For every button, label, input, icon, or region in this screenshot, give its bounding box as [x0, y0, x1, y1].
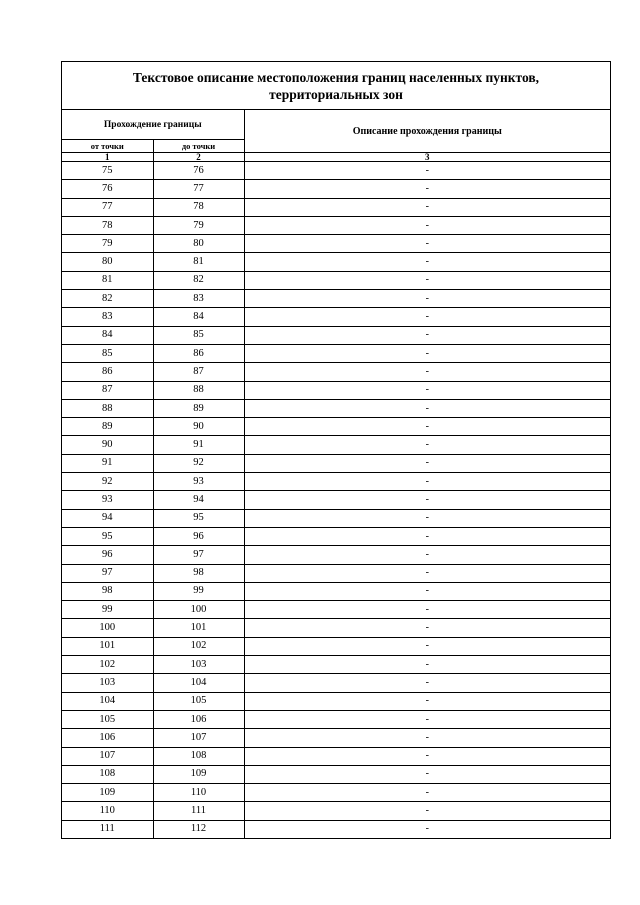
description-cell: - [244, 491, 610, 509]
description-cell: - [244, 454, 610, 472]
to-point-cell: 88 [153, 381, 244, 399]
table-row [62, 216, 610, 234]
from-point-cell: 101 [62, 637, 153, 655]
description-cell: - [244, 399, 610, 417]
description-cell: - [244, 656, 610, 674]
to-point-cell: 99 [153, 582, 244, 600]
from-point-cell: 76 [62, 180, 153, 198]
table-body [62, 162, 610, 839]
table-row [62, 454, 610, 472]
from-point-cell: 91 [62, 454, 153, 472]
column-number-1: 1 [62, 153, 153, 162]
from-point-cell: 104 [62, 692, 153, 710]
from-point-cell: 95 [62, 527, 153, 545]
from-point-cell: 96 [62, 546, 153, 564]
description-cell: - [244, 326, 610, 344]
table-row [62, 802, 610, 820]
from-point-cell: 99 [62, 601, 153, 619]
table-row [62, 710, 610, 728]
to-point-cell: 106 [153, 710, 244, 728]
to-point-cell: 96 [153, 527, 244, 545]
table-row [62, 344, 610, 362]
to-point-cell: 111 [153, 802, 244, 820]
to-point-cell: 109 [153, 765, 244, 783]
description-cell: - [244, 344, 610, 362]
from-point-cell: 100 [62, 619, 153, 637]
table-row [62, 729, 610, 747]
from-point-cell: 77 [62, 198, 153, 216]
description-cell: - [244, 747, 610, 765]
description-cell: - [244, 692, 610, 710]
description-cell: - [244, 198, 610, 216]
table-row [62, 637, 610, 655]
boundary-description-sheet [61, 61, 611, 839]
table-row [62, 527, 610, 545]
from-point-cell: 93 [62, 491, 153, 509]
to-point-cell: 98 [153, 564, 244, 582]
table-row [62, 290, 610, 308]
from-point-cell: 94 [62, 509, 153, 527]
to-point-cell: 107 [153, 729, 244, 747]
to-point-cell: 77 [153, 180, 244, 198]
table-row [62, 162, 610, 180]
table-row [62, 692, 610, 710]
description-cell: - [244, 473, 610, 491]
to-point-cell: 80 [153, 235, 244, 253]
table-row [62, 747, 610, 765]
table-row [62, 582, 610, 600]
to-point-cell: 82 [153, 271, 244, 289]
table-row [62, 308, 610, 326]
column-number-3: 3 [244, 153, 610, 162]
table-row [62, 784, 610, 802]
from-point-header: от точки [62, 140, 153, 153]
table-row [62, 235, 610, 253]
description-cell: - [244, 637, 610, 655]
description-cell: - [244, 290, 610, 308]
to-point-cell: 101 [153, 619, 244, 637]
description-cell: - [244, 308, 610, 326]
description-cell: - [244, 820, 610, 838]
from-point-cell: 110 [62, 802, 153, 820]
from-point-cell: 90 [62, 436, 153, 454]
table-row [62, 381, 610, 399]
table-row [62, 399, 610, 417]
from-point-cell: 87 [62, 381, 153, 399]
table-row [62, 473, 610, 491]
from-point-cell: 86 [62, 363, 153, 381]
table-row [62, 491, 610, 509]
to-point-cell: 89 [153, 399, 244, 417]
to-point-cell: 105 [153, 692, 244, 710]
table-row [62, 601, 610, 619]
from-point-cell: 88 [62, 399, 153, 417]
to-point-cell: 110 [153, 784, 244, 802]
from-point-cell: 108 [62, 765, 153, 783]
from-point-cell: 98 [62, 582, 153, 600]
to-point-cell: 112 [153, 820, 244, 838]
from-point-cell: 109 [62, 784, 153, 802]
to-point-cell: 104 [153, 674, 244, 692]
description-cell: - [244, 784, 610, 802]
to-point-header: до точки [153, 140, 244, 153]
table-row [62, 436, 610, 454]
from-point-cell: 79 [62, 235, 153, 253]
table-row [62, 765, 610, 783]
description-header: Описание прохождения границы [244, 110, 610, 153]
description-cell: - [244, 601, 610, 619]
from-point-cell: 82 [62, 290, 153, 308]
to-point-cell: 84 [153, 308, 244, 326]
description-cell: - [244, 527, 610, 545]
description-cell: - [244, 363, 610, 381]
to-point-cell: 91 [153, 436, 244, 454]
description-cell: - [244, 729, 610, 747]
column-number-2: 2 [153, 153, 244, 162]
to-point-cell: 83 [153, 290, 244, 308]
description-cell: - [244, 710, 610, 728]
from-point-cell: 80 [62, 253, 153, 271]
to-point-cell: 97 [153, 546, 244, 564]
passage-header: Прохождение границы [62, 110, 244, 140]
from-point-cell: 106 [62, 729, 153, 747]
from-point-cell: 102 [62, 656, 153, 674]
description-cell: - [244, 418, 610, 436]
from-point-cell: 83 [62, 308, 153, 326]
from-point-cell: 81 [62, 271, 153, 289]
table-row [62, 546, 610, 564]
description-cell: - [244, 162, 610, 180]
to-point-cell: 102 [153, 637, 244, 655]
to-point-cell: 92 [153, 454, 244, 472]
table-row [62, 180, 610, 198]
from-point-cell: 84 [62, 326, 153, 344]
description-cell: - [244, 381, 610, 399]
description-cell: - [244, 180, 610, 198]
description-cell: - [244, 674, 610, 692]
to-point-cell: 100 [153, 601, 244, 619]
to-point-cell: 85 [153, 326, 244, 344]
description-cell: - [244, 564, 610, 582]
to-point-cell: 87 [153, 363, 244, 381]
from-point-cell: 85 [62, 344, 153, 362]
table-row [62, 564, 610, 582]
to-point-cell: 81 [153, 253, 244, 271]
description-cell: - [244, 271, 610, 289]
to-point-cell: 86 [153, 344, 244, 362]
description-cell: - [244, 765, 610, 783]
table-row [62, 253, 610, 271]
to-point-cell: 94 [153, 491, 244, 509]
from-point-cell: 111 [62, 820, 153, 838]
table-row [62, 656, 610, 674]
table-row [62, 674, 610, 692]
document-title: Текстовое описание местоположения границ населенных пунктов, территориальных зон [62, 62, 610, 110]
description-cell: - [244, 235, 610, 253]
description-cell: - [244, 546, 610, 564]
description-cell: - [244, 253, 610, 271]
to-point-cell: 78 [153, 198, 244, 216]
from-point-cell: 92 [62, 473, 153, 491]
table-row [62, 619, 610, 637]
table-row [62, 820, 610, 838]
from-point-cell: 107 [62, 747, 153, 765]
description-cell: - [244, 216, 610, 234]
description-cell: - [244, 436, 610, 454]
to-point-cell: 90 [153, 418, 244, 436]
to-point-cell: 79 [153, 216, 244, 234]
table-row [62, 418, 610, 436]
to-point-cell: 93 [153, 473, 244, 491]
to-point-cell: 76 [153, 162, 244, 180]
from-point-cell: 105 [62, 710, 153, 728]
to-point-cell: 103 [153, 656, 244, 674]
from-point-cell: 97 [62, 564, 153, 582]
from-point-cell: 78 [62, 216, 153, 234]
table-row [62, 509, 610, 527]
to-point-cell: 108 [153, 747, 244, 765]
boundary-table [62, 110, 610, 839]
table-row [62, 363, 610, 381]
table-row [62, 198, 610, 216]
from-point-cell: 89 [62, 418, 153, 436]
table-row [62, 271, 610, 289]
description-cell: - [244, 582, 610, 600]
description-cell: - [244, 509, 610, 527]
to-point-cell: 95 [153, 509, 244, 527]
from-point-cell: 103 [62, 674, 153, 692]
description-cell: - [244, 802, 610, 820]
from-point-cell: 75 [62, 162, 153, 180]
description-cell: - [244, 619, 610, 637]
table-row [62, 326, 610, 344]
